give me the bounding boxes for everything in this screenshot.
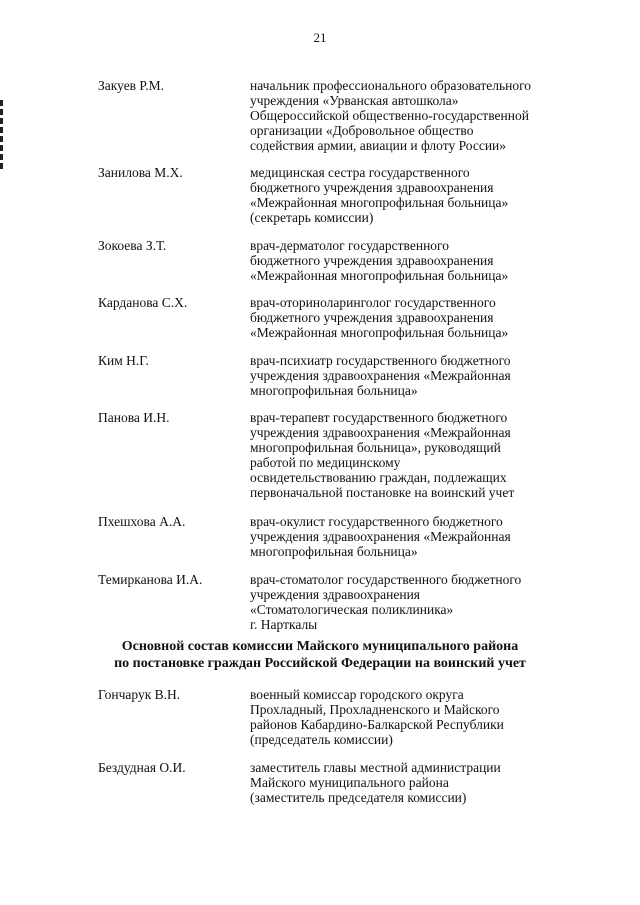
member-name: Зокоева З.Т. xyxy=(98,238,167,253)
member-position: врач-окулист государственного бюджетного учреждения здравоохранения «Межрайонная многопрофильная больница» xyxy=(250,514,511,559)
page-number: 21 xyxy=(313,30,327,45)
member-position: врач-оториноларинголог государственного бюджетного учреждения здравоохранения «Межрайонная многопрофильная больница» xyxy=(250,295,509,340)
member-name: Гончарук В.Н. xyxy=(98,687,181,702)
section-heading: Основной состав комиссии Майского муниципального района по постановке граждан Российской Федерации на воинский учет xyxy=(114,639,526,671)
member-name: Темирканова И.А. xyxy=(98,572,203,587)
member-name: Закуев Р.М. xyxy=(98,78,165,93)
member-position: врач-дерматолог государственного бюджетного учреждения здравоохранения «Межрайонная многопрофильная больница» xyxy=(250,238,509,283)
member-position: начальник профессионального образовательного учреждения «Урванская автошкола» Общероссийской общественно-государственной организации «Добровольное общество содействия армии, авиации и флоту России» xyxy=(250,78,532,153)
member-name: Ким Н.Г. xyxy=(98,353,149,368)
member-position: заместитель главы местной администрации Майского муниципального района (заместитель председателя комиссии) xyxy=(250,760,501,805)
member-name: Бездудная О.И. xyxy=(98,760,186,775)
member-position: врач-психиатр государственного бюджетного учреждения здравоохранения «Межрайонная многопрофильная больница» xyxy=(250,353,511,398)
member-position: врач-стоматолог государственного бюджетного учреждения здравоохранения «Стоматологическая поликлиника» г. Нарткалы xyxy=(250,572,522,632)
member-name: Пхешхова А.А. xyxy=(98,514,186,529)
member-position: военный комиссар городского округа Прохладный, Прохладненского и Майского районов Кабардино-Балкарской Республики (председатель комиссии) xyxy=(250,687,504,747)
member-position: медицинская сестра государственного бюджетного учреждения здравоохранения «Межрайонная многопрофильная больница» (секретарь комиссии) xyxy=(250,165,509,225)
member-name: Панова И.Н. xyxy=(98,410,170,425)
member-name: Занилова М.Х. xyxy=(98,165,183,180)
member-position: врач-терапевт государственного бюджетного учреждения здравоохранения «Межрайонная многопрофильная больница», руководящий работой по медицинскому освидетельствованию граждан, подлежащих первоначальной постановке на воинский учет xyxy=(250,410,515,500)
member-name: Карданова С.Х. xyxy=(98,295,188,310)
margin-binding-mark xyxy=(0,100,3,170)
